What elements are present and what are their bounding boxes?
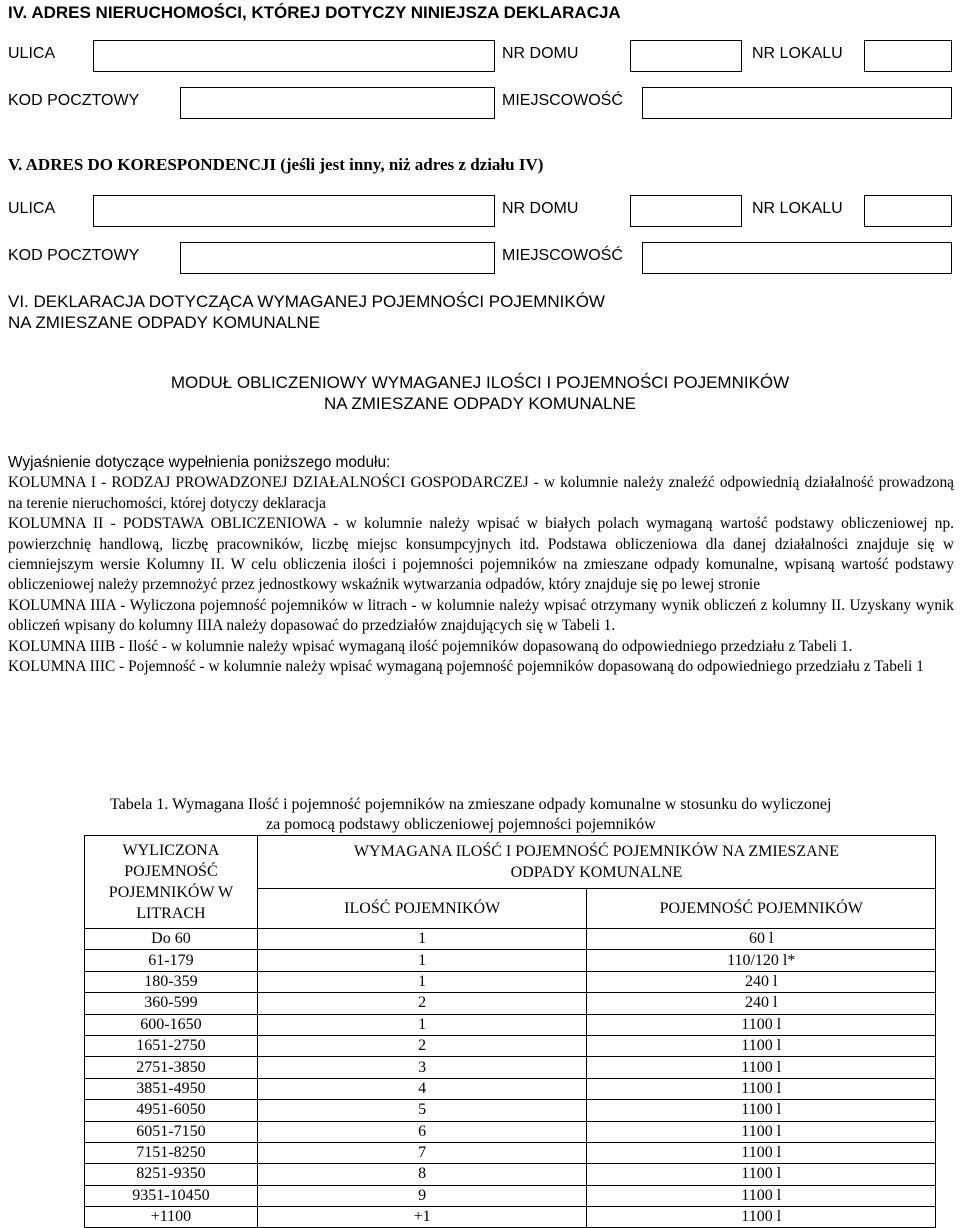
table-row bbox=[85, 1078, 936, 1099]
capacity-cell: 240 l bbox=[587, 993, 936, 1014]
count-cell: 9 bbox=[257, 1185, 587, 1206]
range-cell: 9351-10450 bbox=[85, 1185, 258, 1206]
explanation-block bbox=[8, 453, 954, 677]
range-cell: 8251-9350 bbox=[85, 1164, 258, 1185]
capacity-cell: 1100 l bbox=[587, 1057, 936, 1078]
s4-postal-label: KOD POCZTOWY bbox=[8, 92, 140, 109]
explanation-col1: KOLUMNA I - RODZAJ PROWADZONEJ DZIAŁALNOŚCI GOSPODARCZEJ - w kolumnie należy znaleźć odpowiednią działalność prowadzoną na terenie nieruchomości, której dotyczy deklaracja bbox=[8, 474, 954, 512]
table1-caption-line1: Tabela 1. Wymagana Ilość i pojemność pojemników na zmieszane odpady komunalne w stosunku do wyliczonej bbox=[110, 796, 832, 813]
s4-flat-no-label: NR LOKALU bbox=[752, 45, 843, 62]
range-cell: 3851-4950 bbox=[85, 1078, 258, 1099]
table1-header-count: ILOŚĆ POJEMNIKÓW bbox=[257, 889, 587, 929]
table-row bbox=[85, 1121, 936, 1142]
table-row bbox=[85, 1207, 936, 1228]
s5-street-input[interactable] bbox=[93, 195, 495, 227]
s5-postal-label: KOD POCZTOWY bbox=[8, 247, 140, 264]
capacity-cell: 1100 l bbox=[587, 1164, 936, 1185]
capacity-cell: 1100 l bbox=[587, 1207, 936, 1228]
count-cell: 4 bbox=[257, 1078, 587, 1099]
count-cell: 2 bbox=[257, 1035, 587, 1056]
table-row bbox=[85, 929, 936, 950]
s5-city-label: MIEJSCOWOŚĆ bbox=[502, 247, 623, 264]
capacity-cell: 1100 l bbox=[587, 1100, 936, 1121]
capacity-cell: 1100 l bbox=[587, 1078, 936, 1099]
explanation-col3a: KOLUMNA IIIA - Wyliczona pojemność pojemników w litrach - w kolumnie należy wpisać otrzymany wynik obliczeń z kolumny II. Uzyskany wynik obliczeń wpisany do kolumny IIIA należy dopasować do przedziałów znajdujących się w Tabeli 1. bbox=[8, 596, 954, 635]
table1-caption-line2: za pomocą podstawy obliczeniowej pojemności pojemników bbox=[266, 816, 656, 833]
capacity-cell: 1100 l bbox=[587, 1121, 936, 1142]
table-row bbox=[85, 1142, 936, 1163]
table-row bbox=[85, 993, 936, 1014]
s5-street-label: ULICA bbox=[8, 200, 56, 217]
explanation-col2: KOLUMNA II - PODSTAWA OBLICZENIOWA - w kolumnie należy wpisać w białych polach wymaganą wartość podstawy obliczeniowej np. powierzchnię handlową, liczbę pracowników, liczbę miejsc konsumpcyjnych itd. Podstawa obliczeniowa dla danej działalności znajduje się w ciemniejszym wersie Kolumny II. W celu obliczenia ilości i pojemności pojemników na zmieszane odpady komunalne, wpisaną wartość podstawy obliczeniowej należy przemnożyć przez jednostkowy wskaźnik wytwarzania odpadów, który znajduje się po lewej stronie bbox=[8, 515, 954, 594]
table1 bbox=[84, 835, 936, 1228]
s4-city-label: MIEJSCOWOŚĆ bbox=[502, 92, 623, 109]
section-6-title-line2: NA ZMIESZANE ODPADY KOMUNALNE bbox=[8, 313, 321, 332]
table-row bbox=[85, 1014, 936, 1035]
range-cell: Do 60 bbox=[85, 929, 258, 950]
capacity-cell: 1100 l bbox=[587, 1185, 936, 1206]
module-title-line2: NA ZMIESZANE ODPADY KOMUNALNE bbox=[323, 394, 637, 413]
range-cell: 6051-7150 bbox=[85, 1121, 258, 1142]
s5-postal-input[interactable] bbox=[180, 242, 495, 274]
capacity-cell: 1100 l bbox=[587, 1035, 936, 1056]
section-6-title-line1: VI. DEKLARACJA DOTYCZĄCA WYMAGANEJ POJEMNOŚCI POJEMNIKÓW bbox=[8, 292, 605, 311]
range-cell: 2751-3850 bbox=[85, 1057, 258, 1078]
s5-flat-no-input[interactable] bbox=[864, 195, 952, 227]
s5-flat-no-label: NR LOKALU bbox=[752, 200, 843, 217]
module-title-line1: MODUŁ OBLICZENIOWY WYMAGANEJ ILOŚCI I POJEMNOŚCI POJEMNIKÓW bbox=[170, 373, 790, 392]
capacity-cell: 240 l bbox=[587, 971, 936, 992]
s4-flat-no-input[interactable] bbox=[864, 40, 952, 72]
table-row bbox=[85, 1164, 936, 1185]
table-row bbox=[85, 1057, 936, 1078]
s4-postal-input[interactable] bbox=[180, 87, 495, 119]
table-row bbox=[85, 971, 936, 992]
range-cell: 360-599 bbox=[85, 993, 258, 1014]
count-cell: 2 bbox=[257, 993, 587, 1014]
capacity-cell: 1100 l bbox=[587, 1142, 936, 1163]
explanation-intro: Wyjaśnienie dotyczące wypełnienia poniższego modułu: bbox=[8, 454, 391, 471]
table1-header-required: WYMAGANA ILOŚĆ I POJEMNOŚĆ POJEMNIKÓW NA ZMIESZANE ODPADY KOMUNALNE bbox=[257, 836, 935, 889]
capacity-cell: 1100 l bbox=[587, 1014, 936, 1035]
s5-house-no-input[interactable] bbox=[630, 195, 742, 227]
s4-street-label: ULICA bbox=[8, 45, 56, 62]
count-cell: 1 bbox=[257, 950, 587, 971]
count-cell: 7 bbox=[257, 1142, 587, 1163]
capacity-cell: 110/120 l* bbox=[587, 950, 936, 971]
table-row bbox=[85, 1100, 936, 1121]
range-cell: 4951-6050 bbox=[85, 1100, 258, 1121]
range-cell: 1651-2750 bbox=[85, 1035, 258, 1056]
count-cell: 8 bbox=[257, 1164, 587, 1185]
explanation-col3c: KOLUMNA IIIC - Pojemność - w kolumnie należy wpisać wymaganą pojemność pojemników dopasowaną do odpowiedniego przedziału z Tabeli 1 bbox=[8, 658, 924, 676]
count-cell: +1 bbox=[257, 1207, 587, 1228]
count-cell: 1 bbox=[257, 929, 587, 950]
capacity-cell: 60 l bbox=[587, 929, 936, 950]
range-cell: 600-1650 bbox=[85, 1014, 258, 1035]
table-row bbox=[85, 1035, 936, 1056]
count-cell: 6 bbox=[257, 1121, 587, 1142]
s4-house-no-label: NR DOMU bbox=[502, 45, 579, 62]
range-cell: +1100 bbox=[85, 1207, 258, 1228]
explanation-col3b: KOLUMNA IIIB - Ilość - w kolumnie należy wpisać wymaganą ilość pojemników dopasowaną do odpowiedniego przedziału z Tabeli 1. bbox=[8, 637, 853, 655]
range-cell: 7151-8250 bbox=[85, 1142, 258, 1163]
section-5-title: V. ADRES DO KORESPONDENCJI (jeśli jest inny, niż adres z działu IV) bbox=[8, 155, 544, 174]
section-4-title: IV. ADRES NIERUCHOMOŚCI, KTÓREJ DOTYCZY NINIEJSZA DEKLARACJA bbox=[8, 3, 621, 22]
s4-house-no-input[interactable] bbox=[630, 40, 742, 72]
table-row bbox=[85, 1185, 936, 1206]
s5-city-input[interactable] bbox=[642, 242, 952, 274]
count-cell: 3 bbox=[257, 1057, 587, 1078]
table1-header-calc: WYLICZONA POJEMNOŚĆ POJEMNIKÓW W LITRACH bbox=[85, 836, 258, 929]
s4-city-input[interactable] bbox=[642, 87, 952, 119]
s5-house-no-label: NR DOMU bbox=[502, 200, 579, 217]
count-cell: 1 bbox=[257, 1014, 587, 1035]
count-cell: 5 bbox=[257, 1100, 587, 1121]
range-cell: 61-179 bbox=[85, 950, 258, 971]
table-row bbox=[85, 950, 936, 971]
s4-street-input[interactable] bbox=[93, 40, 495, 72]
count-cell: 1 bbox=[257, 971, 587, 992]
table1-body bbox=[85, 929, 936, 1228]
table1-header-capacity: POJEMNOŚĆ POJEMNIKÓW bbox=[587, 889, 936, 929]
range-cell: 180-359 bbox=[85, 971, 258, 992]
